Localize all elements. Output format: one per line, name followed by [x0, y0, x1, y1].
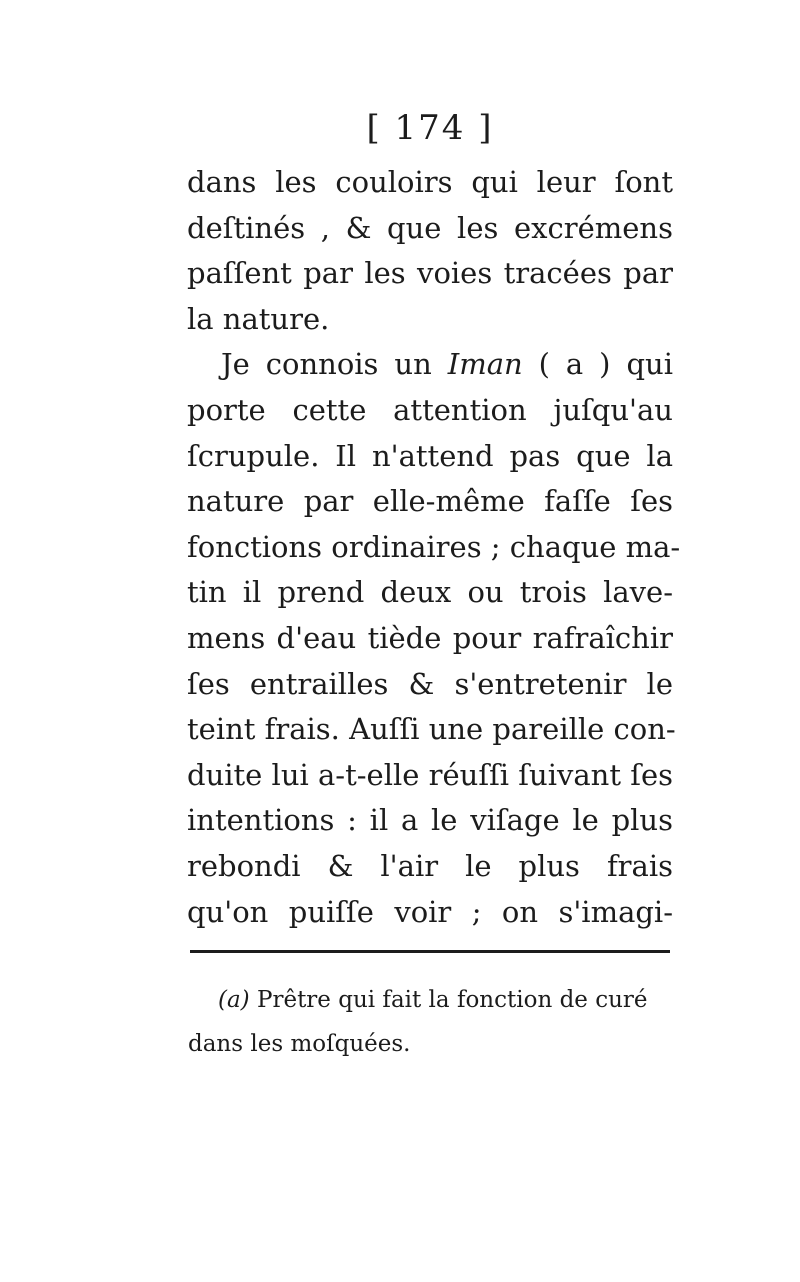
text-line: dans les couloirs qui leur ſont	[187, 165, 673, 199]
text-line: paſſent par les voies tracées par	[187, 256, 673, 291]
footnote	[188, 978, 678, 1066]
text-run: Je connois un	[221, 347, 448, 382]
text-line: mens d'eau tiède pour rafraîchir	[187, 620, 673, 655]
main-text	[187, 160, 681, 935]
footnote-reference: ( a ) qui	[522, 347, 673, 382]
text-line: nature par elle-même faſſe ſes	[187, 484, 673, 519]
text-line: tin il prend deux ou trois lave-	[187, 575, 673, 610]
text-line: teint frais. Auſſi une pareille con-	[187, 712, 676, 747]
text-line: deſtinés , & que les excrémens	[187, 210, 673, 245]
footnote-text: Prêtre qui fait la fonction de curé	[249, 987, 648, 1013]
text-line: porte cette attention juſqu'au	[187, 392, 673, 427]
text-line: rebondi & l'air le plus frais	[187, 848, 673, 883]
text-line: ſes entrailles & s'entretenir le	[187, 666, 673, 701]
text-line: fonctions ordinaires ; chaque ma-	[187, 529, 681, 564]
footnote-divider	[190, 950, 670, 953]
text-line: ſcrupule. Il n'attend pas que la	[187, 438, 673, 473]
page-number: [ 174 ]	[366, 108, 494, 148]
text-line: qu'on puiſſe voir ; on s'imagi-	[187, 894, 673, 929]
footnote-line	[218, 978, 678, 1022]
text-line: la nature.	[187, 301, 330, 336]
italic-term: Iman	[447, 347, 523, 382]
footnote-line: dans les moſquées.	[188, 1031, 411, 1057]
footnote-marker: (a)	[218, 987, 250, 1013]
text-line: intentions : il a le viſage le plus	[187, 803, 673, 838]
text-line: duite lui a-t-elle réuſſi ſuivant ſes	[187, 757, 673, 792]
paragraph-start-line	[187, 342, 673, 388]
